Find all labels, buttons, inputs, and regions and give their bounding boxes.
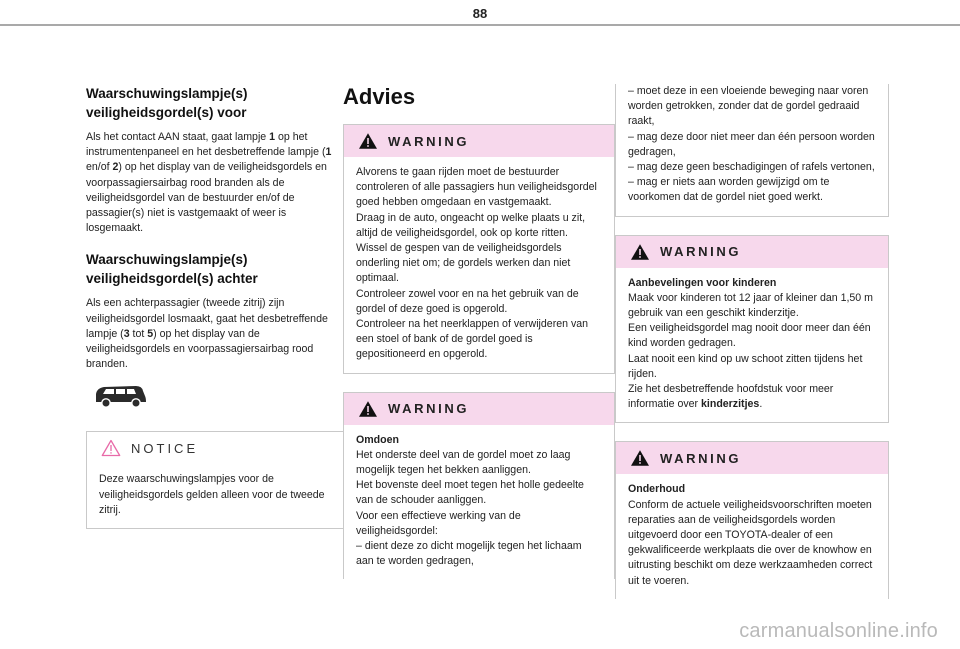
- warning-header: [344, 393, 614, 425]
- rear-belt-warning-text: Als een achterpassagier (tweede zitrij) zijn veiligheidsgordel losmaakt, gaat het desbetreffende lampje (3 tot 5) op het display van de veiligheidsgordels en voorpassagiersairbag rood branden.: [86, 297, 328, 371]
- warning-text: [616, 474, 888, 598]
- warning-line: Een veiligheidsgordel mag nooit door meer dan één kind worden gedragen.: [628, 322, 871, 350]
- warning-line: Draag in de auto, ongeacht op welke plaats u zit, altijd de veiligheidsgordel, ook op korte ritten.: [356, 211, 586, 239]
- warning-line: Voor een effectieve werking van de veiligheidsgordel:: [356, 509, 521, 537]
- warning-triangle-icon: [630, 449, 650, 467]
- warning-line: – dient deze zo dicht mogelijk tegen het lichaam aan te worden gedragen,: [356, 540, 582, 568]
- warning-line: Laat nooit een kind op uw schoot zitten tijdens het rijden.: [628, 352, 863, 380]
- watermark: carmanualsonline.info: [739, 620, 938, 642]
- warning-box-3: [615, 235, 889, 424]
- notice-label: NOTICE: [131, 440, 199, 456]
- warning-line: Conform de actuele veiligheidsvoorschriften moeten reparaties aan de veiligheidsgordels worden uitgevoerd door een TOYOTA-dealer of een gekwalificeerde werkplaats die over de knowhow en uitrusting beschikt om deze werkzaamheden correct uit te voeren.: [628, 498, 873, 587]
- warning-header: [344, 125, 614, 157]
- caution-triangle-icon: [101, 439, 121, 457]
- warning-triangle-icon: [358, 400, 378, 418]
- advies-heading: Advies: [343, 84, 416, 109]
- continued-line: – mag deze geen beschadigingen of rafels vertonen,: [628, 161, 875, 174]
- front-belt-warning-text: Als het contact AAN staat, gaat lampje 1 op het instrumentenpaneel en het desbetreffende lampje (1 en/of 2) op het display van de veiligheidsgordels en voorpassagiersairbag rood branden als de veiligheidsgordel van de bestuurder en/of de passagier(s) niet is vastgemaakt of weer is losgemaakt.: [86, 131, 332, 235]
- warning-header: [616, 442, 888, 474]
- warning-label: WARNING: [388, 401, 470, 417]
- rear-belt-warning-title: Waarschuwingslampje(s) veiligheidsgordel(s) achter: [86, 252, 258, 287]
- warning-line: Maak voor kinderen tot 12 jaar of kleiner dan 1,50 m gebruik van een geschikt kinderzitje.: [628, 291, 873, 320]
- warning-line: Controleer na het neerklappen of verwijderen van een stoel of bank of de gordel goed is gepositioneerd en opgerold.: [356, 318, 589, 361]
- notice-text: Deze waarschuwingslampjes voor de veiligheidsgordels gelden alleen voor de tweede zitrij.: [99, 473, 325, 516]
- warning-label: WARNING: [660, 450, 742, 466]
- warning-box-4: [615, 441, 889, 598]
- warning-text: [616, 268, 888, 423]
- warning-lead: Aanbevelingen voor kinderen: [628, 276, 777, 289]
- front-belt-warning-title: Waarschuwingslampje(s) veiligheidsgordel(s) voor: [86, 86, 248, 120]
- warning-label: WARNING: [660, 244, 742, 260]
- warning-label: WARNING: [388, 133, 470, 149]
- warning-text: [344, 157, 614, 373]
- warning-box-2: [343, 392, 615, 580]
- warning-lead: Omdoen: [356, 433, 399, 446]
- warning-line: Wissel de gespen van de veiligheidsgordels onderling niet om; de gordels werken dan niet optimaal.: [356, 242, 571, 285]
- warning-lead: Onderhoud: [628, 483, 686, 496]
- warning-box-1: [343, 124, 615, 374]
- notice-box: [86, 431, 344, 529]
- warning-line: Alvorens te gaan rijden moet de bestuurder controleren of alle passagiers hun veiligheidsgordel goed hebben omgedaan en vastgemaakt.: [356, 166, 597, 209]
- warning-text: [344, 425, 614, 580]
- page-number: 88: [472, 6, 488, 21]
- continued-line: – mag er niets aan worden gewijzigd om te voorkomen dat de gordel niet goed werkt.: [628, 176, 830, 204]
- warning-triangle-icon: [630, 243, 650, 261]
- notice-header: [87, 432, 343, 464]
- column-left: [86, 84, 344, 547]
- warning-line: Zie het desbetreffende hoofdstuk voor meer informatie over kinderzitjes.: [628, 383, 834, 411]
- continued-box: [615, 84, 889, 217]
- column-middle: [343, 84, 615, 597]
- warning-header: [616, 236, 888, 268]
- top-divider: [0, 24, 960, 26]
- warning-triangle-icon: [358, 132, 378, 150]
- continued-text: [616, 84, 888, 216]
- van-icon: [92, 382, 148, 410]
- continued-line: – mag deze door niet meer dan één persoon worden gedragen,: [628, 130, 875, 158]
- warning-line: Controleer zowel voor en na het gebruik van de gordel of deze goed is opgerold.: [356, 287, 579, 315]
- warning-line: Het bovenste deel moet tegen het holle gedeelte van de schouder aanliggen.: [356, 479, 584, 507]
- column-right: [615, 84, 889, 617]
- continued-line: – moet deze in een vloeiende beweging naar voren worden getrokken, zonder dat de gordel gedraaid raakt,: [628, 85, 869, 128]
- warning-line: Het onderste deel van de gordel moet zo laag mogelijk tegen het bekken aanliggen.: [356, 448, 571, 477]
